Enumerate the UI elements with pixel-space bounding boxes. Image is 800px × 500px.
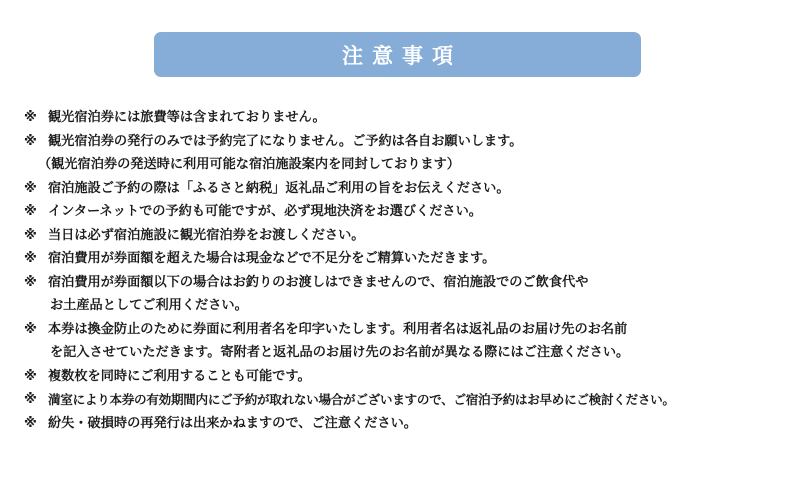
note-mark: ※	[24, 392, 37, 407]
note-text: 複数枚を同時にご利用することも可能です。	[48, 368, 311, 384]
note-mark: ※	[24, 368, 37, 384]
note-item	[24, 412, 794, 436]
note-mark: ※	[24, 227, 37, 243]
note-text: 宿泊費用が券面額を超えた場合は現金などで不足分をご精算いただきます。	[48, 251, 496, 266]
note-item	[24, 388, 794, 412]
note-item	[24, 177, 794, 201]
note-mark: ※	[24, 415, 37, 431]
note-text: 観光宿泊券には旅費等は含まれておりません。	[48, 110, 326, 125]
note-text-continued: お土産品としてご利用ください。	[50, 298, 248, 313]
note-text: （観光宿泊券の発送時に利用可能な宿泊施設案内を同封しております）	[38, 157, 460, 172]
note-mark: ※	[24, 321, 37, 337]
note-item	[24, 247, 794, 271]
note-text: インターネットでの予約も可能ですが、必ず現地決済をお選びください。	[48, 204, 482, 219]
note-mark: ※	[24, 110, 37, 125]
note-text: 宿泊費用が券面額以下の場合はお釣りのお渡しはできませんので、宿泊施設でのご飲食代や	[48, 274, 589, 290]
note-item	[24, 271, 794, 318]
note-text: 当日は必ず宿泊施設に観光宿泊券をお渡しください。	[48, 227, 365, 243]
notes-list	[24, 106, 794, 435]
note-mark: ※	[24, 251, 37, 266]
note-item	[24, 106, 794, 130]
note-item-parenthetical	[24, 153, 794, 177]
note-item	[24, 318, 794, 365]
note-mark: ※	[24, 274, 37, 290]
note-text: 宿泊施設ご予約の際は「ふるさと納税」返礼品ご利用の旨をお伝えください。	[48, 180, 510, 196]
title-banner	[154, 32, 641, 77]
note-text: 観光宿泊券の発行のみでは予約完了になりません。ご予約は各自お願いします。	[48, 133, 523, 149]
note-mark: ※	[24, 204, 37, 219]
note-text: 満室により本券の有効期間内にご予約が取れない場合がございますので、ご宿泊予約はお早めにご検討ください。	[48, 392, 675, 407]
note-item	[24, 224, 794, 248]
note-text-continued: を記入させていただきます。寄附者と返礼品のお届け先のお名前が異なる際にはご注意ください。	[50, 345, 630, 360]
note-item	[24, 365, 794, 389]
page-title: 注意事項	[342, 43, 462, 68]
note-mark: ※	[24, 133, 37, 149]
note-item	[24, 200, 794, 224]
note-text: 本券は換金防止のために券面に利用者名を印字いたします。利用者名は返礼品のお届け先のお名前	[48, 321, 628, 337]
note-item	[24, 130, 794, 154]
note-text: 紛失・破損時の再発行は出来かねますので、ご注意ください。	[48, 415, 417, 431]
note-mark: ※	[24, 180, 37, 196]
